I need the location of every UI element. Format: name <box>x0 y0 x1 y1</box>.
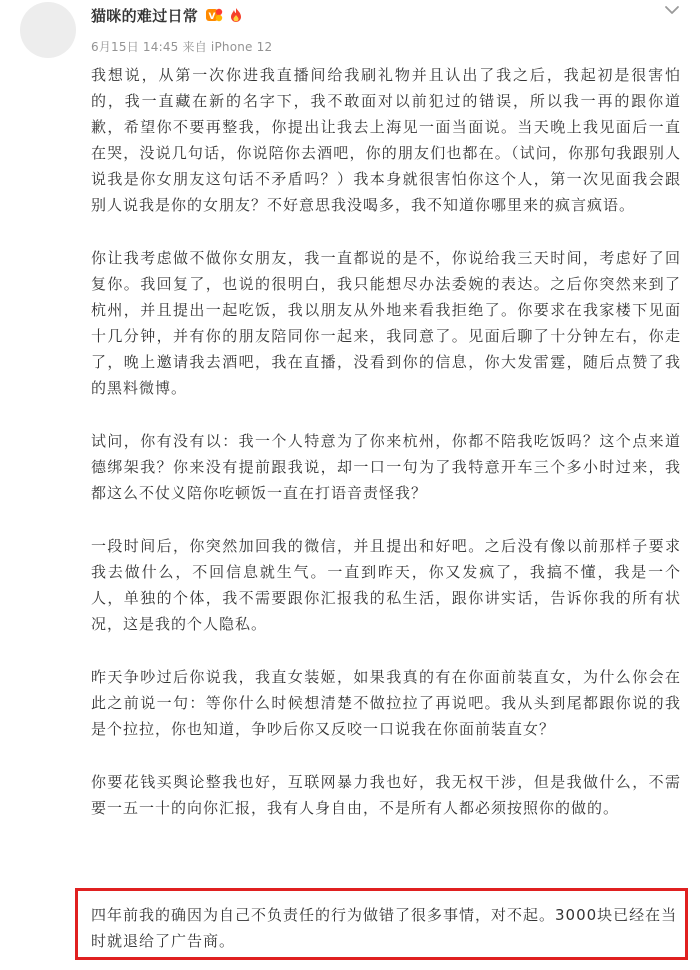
chevron-down-icon[interactable] <box>664 1 680 13</box>
highlighted-paragraph: 四年前我的确因为自己不负责任的行为做错了很多事情，对不起。3000块已经在当时就退给了广告商。 <box>91 906 678 950</box>
vip-fan-badge-icon[interactable] <box>205 7 223 23</box>
post-paragraph: 一段时间后，你突然加回我的微信，并且提出和好吧。之后没有像以前那样子要求我去做什么，不回信息就生气。一直到昨天，你又发疯了，我搞不懂，我是一个人，单独的个体，我不需要跟你汇报我的私生活，跟你讲实话，告诉你我的所有状况，这是我的个人隐私。 <box>91 537 681 633</box>
post-paragraph: 你要花钱买舆论整我也好，互联网暴力我也好，我无权干涉，但是我做什么，不需要一五一十的向你汇报，我有人身自由，不是所有人都必须按照你的做的。 <box>91 773 681 817</box>
avatar[interactable] <box>20 2 76 58</box>
post-meta: 6月15日 14:45 来自 iPhone 12 <box>91 40 273 54</box>
post-paragraph: 试问，你有没有以：我一个人特意为了你来杭州，你都不陪我吃饭吗？这个点来道德绑架我？你来没有提前跟我说，却一口一句为了我特意开车三个多小时过来，我都这么不仗义陪你吃顿饭一直在打语音责怪我？ <box>91 432 681 502</box>
post-body <box>91 62 681 848</box>
fire-badge-icon[interactable] <box>227 7 245 23</box>
post-paragraph: 你让我考虑做不做你女朋友，我一直都说的是不，你说给我三天时间，考虑好了回复你。我回复了，也说的很明白，我只能想尽办法委婉的表达。之后你突然来到了杭州，并且提出一起吃饭，我以朋友从外地来看我拒绝了。你要求在我家楼下见面十几分钟，并有你的朋友陪同你一起来，我同意了。见面后聊了十分钟左右，你走了，晚上邀请我去酒吧，我在直播，没看到你的信息，你大发雷霆，随后点赞了我的黑料微博。 <box>91 249 681 397</box>
post-paragraph: 昨天争吵过后你说我，我直女装姬，如果我真的有在你面前装直女，为什么你会在此之前说一句：等你什么时候想清楚不做拉拉了再说吧。我从头到尾都跟你说的我是个拉拉，你也知道，争吵后你又反咬一口说我在你面前装直女？ <box>91 668 681 738</box>
author-row <box>91 4 245 26</box>
author-name[interactable]: 猫咪的难过日常 <box>91 6 199 25</box>
post-paragraph: 我想说，从第一次你进我直播间给我刷礼物并且认出了我之后，我起初是很害怕的，我一直藏在新的名字下，我不敢面对以前犯过的错误，所以我一再的跟你道歉，希望你不要再整我，你提出让我去上海见一面当面说。当天晚上我见面后一直在哭，没说几句话，你说陪你去酒吧，你的朋友们也都在。（试问，你那句我跟别人说我是你女朋友这句话不矛盾吗？）我本身就很害怕你这个人，第一次见面我会跟别人说我是你的女朋友？不好意思我没喝多，我不知道你哪里来的疯言疯语。 <box>91 66 681 214</box>
svg-text:V: V <box>208 12 216 22</box>
